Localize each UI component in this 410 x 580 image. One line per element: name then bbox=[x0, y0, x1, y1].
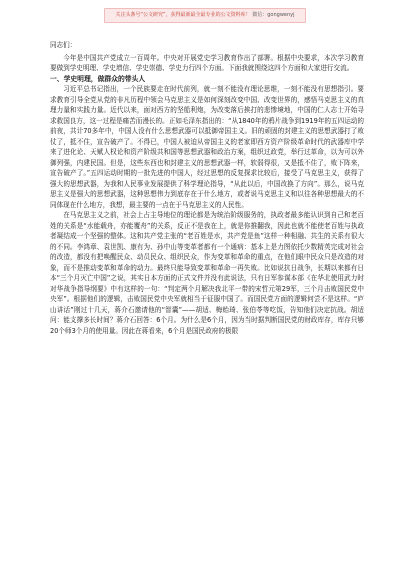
banner-text: 关注头条号“公文研究”，获得最新最全最专业的公文资料库！ bbox=[115, 12, 251, 18]
body-paragraph-2: 在马克思主义之前，社会上占主导地位的理论都是为统治阶级服务的，执政者最多能认识到自己和老百姓的关系是“水能载舟，亦能覆舟”的关系，反正不是我在上，就是你推翻我，因此也就不能使老百姓与执政者凝结成一个坚强的整体。这和共产党主张的“老百姓是水，共产党是鱼”这样一种相融、共生的关系有很大的不同。李鸿章、袁世凯、康有为、孙中山等变革者都有一个通病：基本上是力图依托少数精英完成对社会的改造，都没有把唤醒民众、动员民众、组织民众，作为变革和革命的重点，在他们眼中民众只是改造的对象，而不是推动变革和革命的动力。最终只能导致变革和革命一再失败。比如说抗日战争，长期以来都有日本“三个月灭亡中国”之说，其实日本方面的正式文件并没有此说法，只有日军参谋本部《在华北使用武力时对华战争指导纲要》中有这样的一句：“判定两个月解决我北平一带的宋哲元第29军，三个月击败国民党中央军”。根据他们的逻辑，击败国民党中央军就相当于征服中国了。而国民党方面的逻辑何尝不是这样。“庐山讲话”刚过十几天，蒋介石邀请他的“智囊”——胡适、梅贻琦、张伯苓等吃饭，告知他们决定抗战。胡适问：能支撑多长时间？蒋介石回答：6个月。为什么是6个月，因为当时据判断国民党的财政库存，库存只够20个师3个月的使用量。因此在蒋看来，6个月是国民政府的极限 bbox=[50, 211, 364, 335]
body-paragraph-1: 习近平总书记指出，一个民族要走在时代前列，就一刻不能没有理论思维，一刻不能没有思想指引。要求教育引导全党从党的非凡历程中领会马克思主义是如何深刻改变中国、改变世界的，感悟马克思主义的真理力量和实践力量。近代以来，面对西方的坚船利炮，为改变落后挨打的悲惨境地，中国的仁人志士开始寻求救国良方，这一过程是痛苦而漫长的。正如毛泽东指出的：“从1840年的鸦片战争到1919年的五四运动的前夜，共计70多年中，中国人没有什么思想武器可以抵御帝国主义。旧的顽固的封建主义的思想武器打了败仗了，抵不住，宣告破产了。不得已，中国人被迫从帝国主义的老家即西方资产阶级革命时代的武器库中学来了进化论、天赋人权论和资产阶级共和国等思想武器和政治方案，组织过政党，举行过革命，以为可以外御列强，内建民国。但是，这些东西也和封建主义的思想武器一样，软弱得很，又是抵不住了，败下阵来，宣告破产了。”五四运动时期的一批先进的中国人，经过思想的反复探求比较后，接受了马克思主义，获得了强大的思想武器，为我和人民事业发展提供了科学理论指导，“从此以后，中国改换了方向”。那么，说马克思主义是强大的思想武器，这种思想伟力到底存在于什么地方，或者说马克思主义和以往各种思想最大的不同体现在什么地方，我想，最主要的一点在于马克思主义的人民性。 bbox=[50, 85, 364, 209]
banner-wechat: 微信：gongwenyj bbox=[252, 12, 295, 18]
promo-banner[interactable] bbox=[104, 8, 306, 23]
greeting: 同志们： bbox=[50, 41, 77, 49]
intro-paragraph: 今年是中国共产党成立一百周年。中央对开展党史学习教育作出了部署。根据中央要求，本次学习教育要做到学史明理、学史增信、学史崇德、学史力行四个方面。下面我就围绕这四个方面和大家进行交流。 bbox=[50, 53, 364, 72]
document-body bbox=[50, 40, 364, 336]
section-heading-1: 一、学史明理，做群众的带头人 bbox=[50, 74, 146, 83]
